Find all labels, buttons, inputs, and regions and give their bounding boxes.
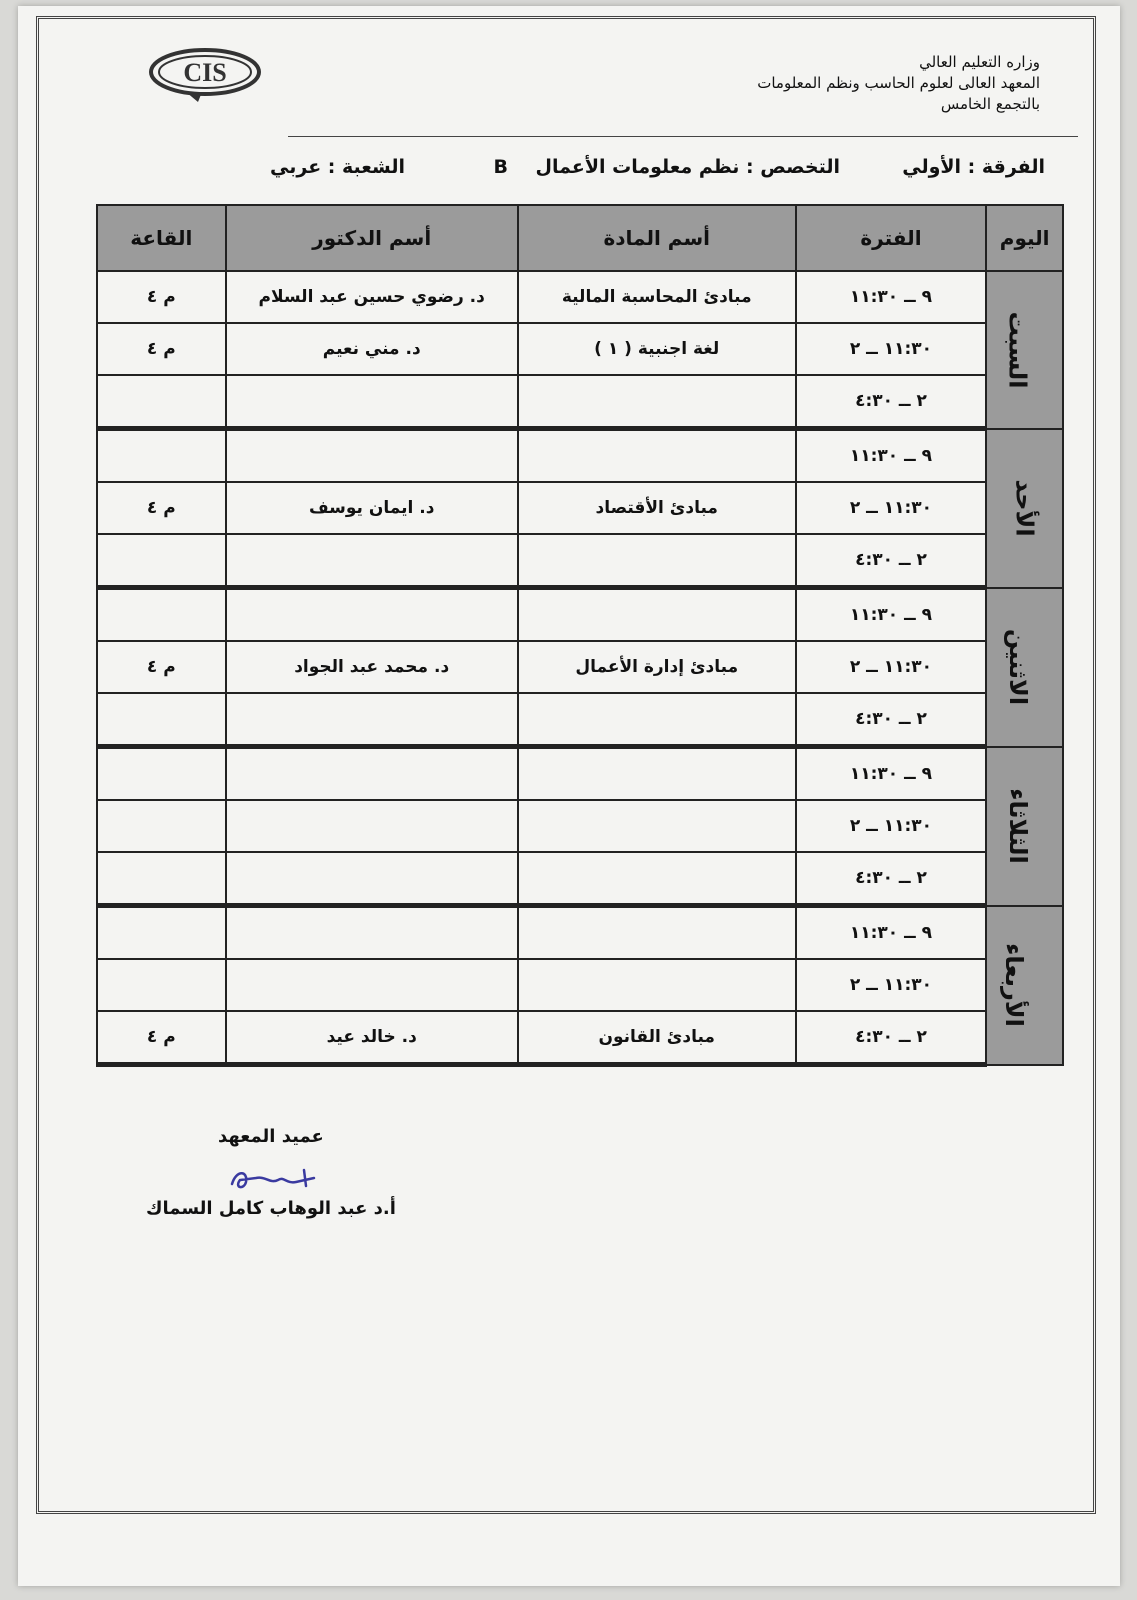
group-code: B [493, 156, 508, 178]
room-cell [97, 800, 226, 852]
period-cell: ١١:٣٠ ــ ٢ [796, 482, 987, 534]
table-row [97, 1011, 1063, 1065]
table-row [97, 323, 1063, 375]
dean-name: أ.د عبد الوهاب كامل السماك [146, 1198, 396, 1219]
table-row [97, 852, 1063, 906]
room-cell [97, 747, 226, 801]
room-cell: م ٤ [97, 1011, 226, 1065]
room-cell [97, 429, 226, 483]
institute-location: بالتجمع الخامس [940, 95, 1040, 113]
day-cell: الثلاثاء [986, 747, 1063, 906]
schedule-table-wrap [96, 204, 1064, 1067]
doctor-cell: د. خالد عيد [226, 1011, 518, 1065]
doctor-cell [226, 693, 518, 747]
dean-title: عميد المعهد [218, 1126, 324, 1147]
subject-cell: مبادئ المحاسبة المالية [518, 271, 796, 323]
table-row [97, 482, 1063, 534]
doctor-cell [226, 429, 518, 483]
period-cell: ٢ ــ ٤:٣٠ [796, 1011, 987, 1065]
period-cell: ٩ ــ ١١:٣٠ [796, 271, 987, 323]
subject-cell [518, 959, 796, 1011]
header-doctor: أسم الدكتور [226, 205, 518, 271]
period-cell: ٩ ــ ١١:٣٠ [796, 429, 987, 483]
table-row [97, 588, 1063, 642]
doctor-cell [226, 534, 518, 588]
period-cell: ٢ ــ ٤:٣٠ [796, 534, 987, 588]
subject-cell [518, 534, 796, 588]
room-cell: م ٤ [97, 482, 226, 534]
period-cell: ٢ ــ ٤:٣٠ [796, 693, 987, 747]
room-cell: م ٤ [97, 271, 226, 323]
room-cell: م ٤ [97, 641, 226, 693]
subject-cell: مبادئ القانون [518, 1011, 796, 1065]
doctor-cell: د. ايمان يوسف [226, 482, 518, 534]
room-cell: م ٤ [97, 323, 226, 375]
header-day: اليوم [986, 205, 1063, 271]
table-row [97, 959, 1063, 1011]
subject-cell [518, 800, 796, 852]
room-cell [97, 375, 226, 429]
ministry-name: وزاره التعليم العالي [919, 53, 1040, 71]
section-language: الشعبة : عربي [270, 156, 405, 178]
year-level: الفرقة : الأولي [902, 156, 1045, 178]
day-cell: الأربعاء [986, 906, 1063, 1065]
header-divider [288, 136, 1078, 137]
dean-signature [226, 1156, 326, 1196]
svg-text:CIS: CIS [183, 58, 227, 87]
subject-cell [518, 906, 796, 960]
document-sheet [18, 6, 1120, 1586]
day-cell: السبت [986, 271, 1063, 429]
table-header-row [97, 205, 1063, 271]
room-cell [97, 906, 226, 960]
period-cell: ٩ ــ ١١:٣٠ [796, 906, 987, 960]
institute-name: المعهد العالى لعلوم الحاسب ونظم المعلومات [757, 74, 1040, 92]
period-cell: ٢ ــ ٤:٣٠ [796, 375, 987, 429]
room-cell [97, 588, 226, 642]
subject-cell [518, 852, 796, 906]
period-cell: ٢ ــ ٤:٣٠ [796, 852, 987, 906]
subject-cell: لغة اجنبية ( ١ ) [518, 323, 796, 375]
subject-cell [518, 747, 796, 801]
room-cell [97, 693, 226, 747]
table-row [97, 800, 1063, 852]
day-cell: الأحد [986, 429, 1063, 588]
schedule-table [96, 204, 1064, 1067]
doctor-cell: د. رضوي حسين عبد السلام [226, 271, 518, 323]
doctor-cell: د. مني نعيم [226, 323, 518, 375]
subject-cell [518, 375, 796, 429]
period-cell: ٩ ــ ١١:٣٠ [796, 588, 987, 642]
doctor-cell [226, 588, 518, 642]
subject-cell [518, 588, 796, 642]
header-period: الفترة [796, 205, 987, 271]
table-row [97, 534, 1063, 588]
subject-cell [518, 693, 796, 747]
table-row [97, 641, 1063, 693]
period-cell: ٩ ــ ١١:٣٠ [796, 747, 987, 801]
institution-header [480, 52, 1040, 115]
subject-cell: مبادئ الأقتصاد [518, 482, 796, 534]
header-room: القاعة [97, 205, 226, 271]
subject-cell [518, 429, 796, 483]
doctor-cell [226, 375, 518, 429]
table-row [97, 271, 1063, 323]
period-cell: ١١:٣٠ ــ ٢ [796, 323, 987, 375]
table-row [97, 906, 1063, 960]
doctor-cell [226, 747, 518, 801]
doctor-cell [226, 800, 518, 852]
header-subject: أسم المادة [518, 205, 796, 271]
doctor-cell [226, 959, 518, 1011]
institute-logo [146, 44, 264, 104]
room-cell [97, 852, 226, 906]
room-cell [97, 959, 226, 1011]
table-row [97, 693, 1063, 747]
period-cell: ١١:٣٠ ــ ٢ [796, 959, 987, 1011]
table-row [97, 429, 1063, 483]
table-row [97, 747, 1063, 801]
doctor-cell: د. محمد عبد الجواد [226, 641, 518, 693]
doctor-cell [226, 906, 518, 960]
period-cell: ١١:٣٠ ــ ٢ [796, 800, 987, 852]
subject-cell: مبادئ إدارة الأعمال [518, 641, 796, 693]
table-row [97, 375, 1063, 429]
major-name: التخصص : نظم معلومات الأعمال [535, 156, 840, 178]
room-cell [97, 534, 226, 588]
period-cell: ١١:٣٠ ــ ٢ [796, 641, 987, 693]
doctor-cell [226, 852, 518, 906]
day-cell: الاثنين [986, 588, 1063, 747]
